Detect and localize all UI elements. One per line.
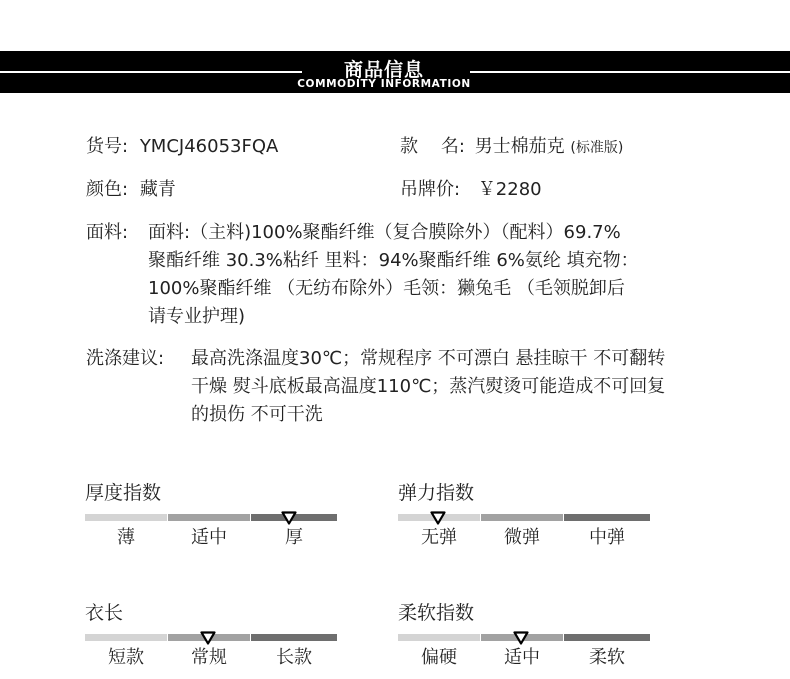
- gauge-segment-mid: [481, 514, 563, 521]
- softness-gauge: [398, 601, 650, 676]
- sku-value: YMCJ46053FQA: [139, 136, 279, 157]
- gauge-label-low: 偏硬: [421, 647, 457, 668]
- section-subtitle: COMMODITY INFORMATION: [297, 78, 471, 90]
- wash-line: 最高洗涤温度30℃；常规程序 不可漂白 悬挂晾干 不可翻转: [191, 348, 666, 369]
- gauge-segment-mid: [168, 514, 250, 521]
- gauge-title: 弹力指数: [398, 482, 475, 504]
- gauge-segment-low: [85, 634, 167, 641]
- gauge-label-low: 薄: [117, 527, 135, 548]
- gauge-marker-icon: [513, 631, 529, 645]
- style-label: 款 名:: [400, 136, 465, 157]
- gauge-marker-icon: [430, 511, 446, 525]
- style-row: [400, 133, 623, 162]
- fabric-line: 请专业护理): [148, 306, 246, 327]
- wash-text: [191, 345, 665, 429]
- fabric-line: 面料:（主料)100%聚酯纤维（复合膜除外）（配料）69.7%: [148, 222, 621, 243]
- gauge-segment-high: [564, 514, 650, 521]
- gauge-label-mid: 常规: [191, 647, 227, 668]
- price-label: 吊牌价:: [400, 179, 461, 200]
- wash-line: 干燥 熨斗底板最高温度110℃；蒸汽熨烫可能造成不可回复: [191, 376, 666, 397]
- gauge-segment-high: [564, 634, 650, 641]
- color-row: [86, 176, 176, 204]
- wash-line: 的损伤 不可干洗: [191, 404, 323, 425]
- gauge-marker-icon: [200, 631, 216, 645]
- gauge-label-high: 厚: [285, 527, 303, 548]
- gauge-title: 柔软指数: [398, 602, 475, 624]
- elasticity-gauge: [398, 481, 650, 556]
- gauge-marker-icon: [281, 511, 297, 525]
- fabric-line: 聚酯纤维 30.3%粘纤 里料：94%聚酯纤维 6%氨纶 填充物：: [148, 250, 639, 271]
- fabric-line: 100%聚酯纤维 （无纺布除外）毛领：獭兔毛 （毛领脱卸后: [148, 278, 625, 299]
- gauge-label-mid: 适中: [191, 527, 227, 548]
- gauge-label-low: 无弹: [421, 527, 457, 548]
- gauge-label-high: 中弹: [589, 527, 625, 548]
- gauge-title: 衣长: [85, 602, 124, 624]
- gauge-segment-low: [398, 634, 480, 641]
- gauge-label-high: 长款: [276, 647, 312, 668]
- style-note: (标准版): [570, 140, 624, 156]
- gauge-label-mid: 微弹: [504, 527, 540, 548]
- length-gauge: [85, 601, 337, 676]
- gauge-label-high: 柔软: [589, 647, 625, 668]
- section-title: 商品信息: [343, 59, 424, 81]
- thickness-gauge: [85, 481, 337, 556]
- gauge-segment-low: [85, 514, 167, 521]
- fabric-text: [148, 219, 639, 331]
- color-label: 颜色:: [86, 179, 129, 200]
- wash-section: [86, 345, 726, 429]
- fabric-label: 面料:: [86, 222, 129, 243]
- sku-label: 货号:: [86, 136, 129, 157]
- gauge-bar: [85, 514, 337, 521]
- sku-row: [86, 133, 278, 161]
- fabric-section: [86, 219, 726, 331]
- color-value: 藏青: [139, 179, 176, 200]
- header-banner: [0, 51, 790, 93]
- wash-label: 洗涤建议:: [86, 348, 165, 369]
- gauge-segment-high: [251, 634, 337, 641]
- gauge-label-mid: 适中: [504, 647, 540, 668]
- style-value: 男士棉茄克: [474, 136, 565, 157]
- price-row: [400, 176, 542, 204]
- gauge-label-low: 短款: [108, 647, 144, 668]
- gauge-title: 厚度指数: [85, 482, 162, 504]
- price-value: ￥2280: [477, 179, 542, 200]
